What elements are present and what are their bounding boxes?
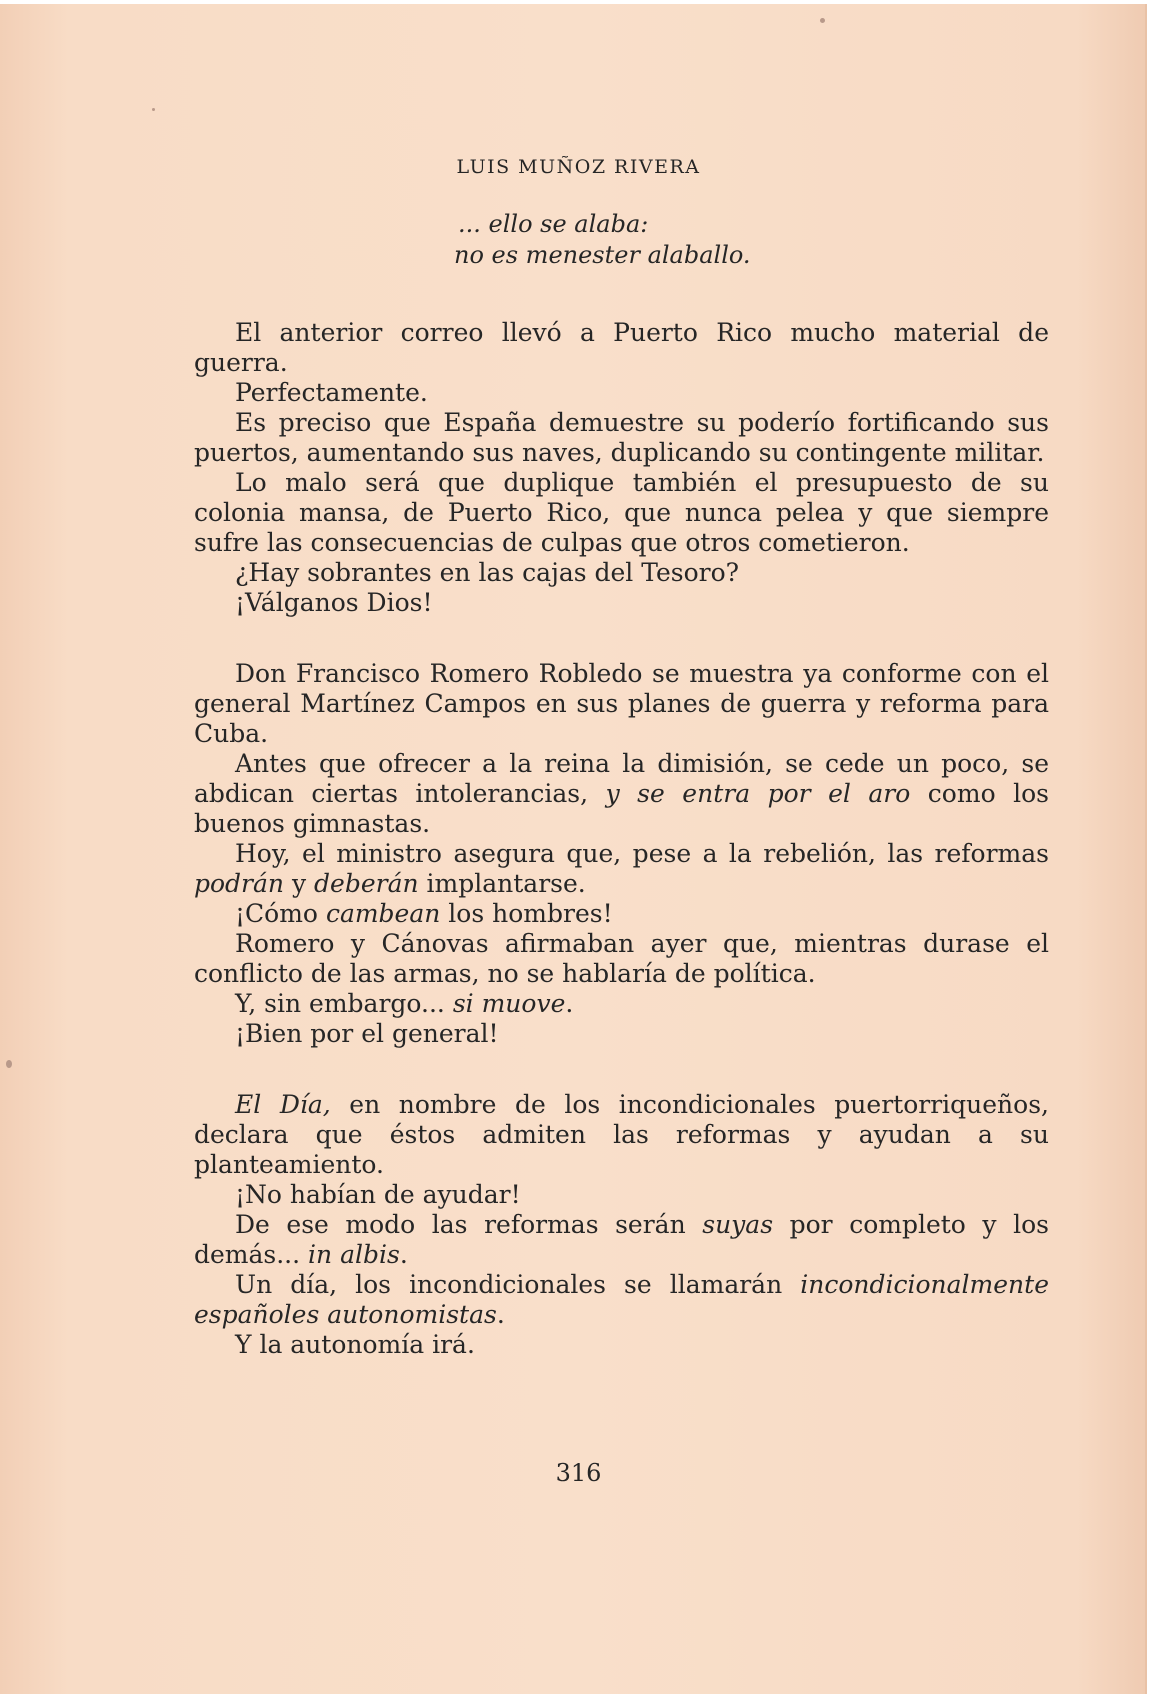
italic-phrase: in albis — [308, 1240, 400, 1269]
section-gap — [194, 618, 1049, 659]
paragraph: Don Francisco Romero Robledo se muestra ya conforme con el general Martínez Campos en sus planes de guerra y reforma para Cuba. — [194, 659, 1049, 748]
italic-word: deberán — [314, 869, 419, 898]
epigraph-line: no es menester alaballo. — [454, 241, 751, 269]
paragraph: Es preciso que España demuestre su poderío fortificando sus puertos, aumentando sus naves, duplicando su contingente militar. — [194, 408, 1049, 467]
italic-word: podrán — [194, 869, 285, 898]
paragraph: Antes que ofrecer a la reina la dimisión, se cede un poco, se abdican ciertas intolerancias, y se entra por el aro como los buenos gimnastas. — [194, 749, 1049, 838]
epigraph-line: ... ello se alaba: — [458, 210, 649, 238]
paragraph: ¡Cómo cambean los hombres! — [235, 899, 613, 928]
paper-speck — [820, 18, 825, 23]
italic-word: cambean — [325, 899, 441, 928]
paragraph: Hoy, el ministro asegura que, pese a la rebelión, las reformas podrán y deberán implantarse. — [194, 839, 1049, 898]
body-text — [194, 318, 1049, 1360]
epigraph — [454, 209, 751, 271]
newspaper-title: El Día, — [235, 1090, 331, 1119]
page-number: 316 — [555, 1459, 602, 1487]
paragraph: Perfectamente. — [235, 378, 428, 407]
paragraph: Lo malo será que duplique también el presupuesto de su colonia mansa, de Puerto Rico, que nunca pelea y que siempre sufre las consecuencias de culpas que otros cometieron. — [194, 468, 1049, 557]
italic-phrase: incondicionalmente españoles autonomistas — [194, 1270, 1049, 1329]
paragraph: Y, sin embargo... si muove. — [235, 989, 574, 1018]
paragraph: Un día, los incondicionales se llamarán incondicionalmente españoles autonomistas. — [194, 1270, 1049, 1329]
paragraph: ¡Válganos Dios! — [235, 588, 433, 617]
paper-speck — [152, 108, 155, 111]
paragraph: El anterior correo llevó a Puerto Rico mucho material de guerra. — [194, 318, 1049, 377]
paragraph: ¿Hay sobrantes en las cajas del Tesoro? — [235, 558, 740, 587]
paragraph: Y la autonomía irá. — [235, 1330, 475, 1359]
paragraph: ¡No habían de ayudar! — [235, 1180, 521, 1209]
paragraph: ¡Bien por el general! — [235, 1019, 499, 1048]
italic-phrase: y se entra por el aro — [605, 779, 911, 808]
italic-word: suyas — [702, 1210, 774, 1239]
paragraph: Romero y Cánovas afirmaban ayer que, mientras durase el conflicto de las armas, no se hablaría de política. — [194, 929, 1049, 988]
italic-phrase: si muove — [452, 989, 566, 1018]
running-head: LUIS MUÑOZ RIVERA — [456, 156, 701, 178]
paper-speck — [6, 1060, 12, 1068]
section-gap — [194, 1049, 1049, 1090]
paragraph: El Día, en nombre de los incondicionales puertorriqueños, declara que éstos admiten las reformas y ayudan a su planteamiento. — [194, 1090, 1049, 1179]
paragraph: De ese modo las reformas serán suyas por completo y los demás... in albis. — [194, 1210, 1049, 1269]
book-page — [0, 4, 1147, 1694]
